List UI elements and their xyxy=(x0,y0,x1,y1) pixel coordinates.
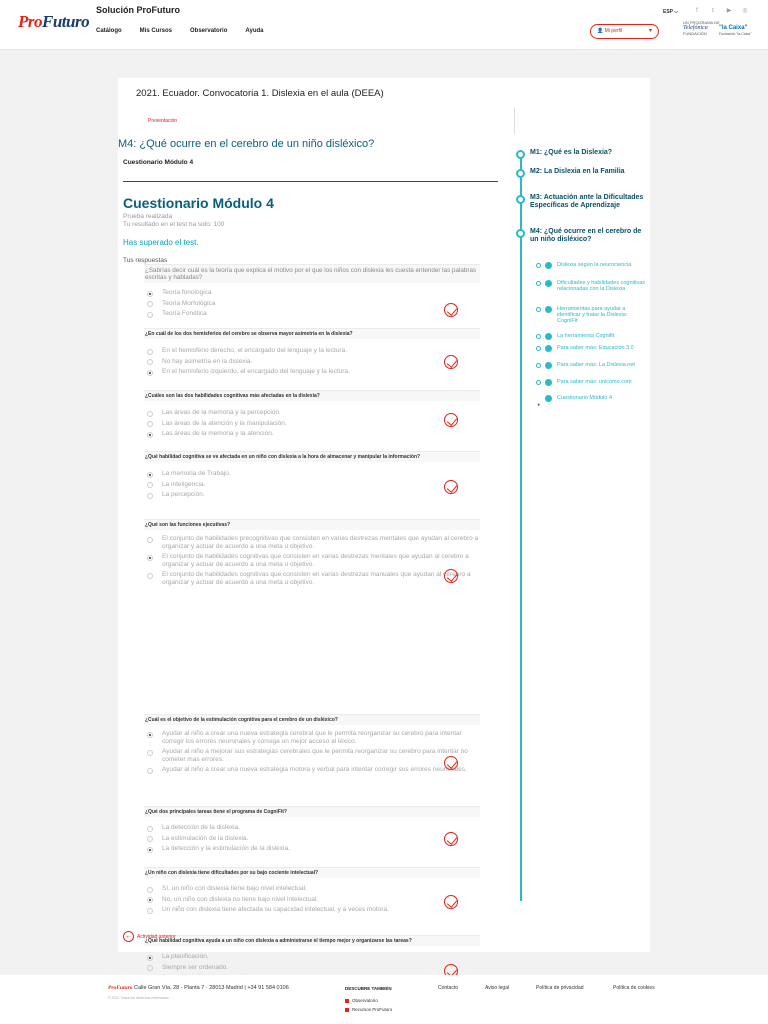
answer-option xyxy=(144,730,480,745)
question-text: ¿Cuál es el objetivo de la estimulación cognitiva para el cerebro de un disléxico? xyxy=(144,715,480,725)
site-header xyxy=(0,0,768,50)
sidebar-module-label: M3: Actuación ante la Dificultades Específicas de Aprendizaje xyxy=(530,194,644,209)
sidebar-subitem[interactable] xyxy=(536,333,646,339)
timeline-dot-icon xyxy=(516,229,525,238)
option-text: La percepción. xyxy=(162,491,205,498)
sidebar-subitem-label: Para saber más: unicomo.com xyxy=(557,379,632,385)
question-block xyxy=(144,451,480,499)
radio-button[interactable] xyxy=(147,411,153,417)
option-text: Un niño con dislexia tiene afectada su capacidad intelectual, y a veces motora. xyxy=(162,906,389,913)
sidebar-subitem[interactable] xyxy=(536,362,646,368)
radio-button[interactable] xyxy=(147,555,153,561)
radio-button[interactable] xyxy=(147,421,153,427)
sidebar-subitem-label: Dificultades y habilidades cognitivas relacionadas con la Dislexia xyxy=(557,280,646,292)
sidebar-subitem-label: Dislexia según la neurociencia xyxy=(557,262,632,268)
answer-option xyxy=(144,835,480,843)
sidebar-subitem[interactable] xyxy=(536,345,646,351)
instagram-icon[interactable]: ◎ xyxy=(742,8,748,14)
answer-option xyxy=(144,310,480,318)
radio-button[interactable] xyxy=(147,312,153,318)
completed-dot-icon xyxy=(545,333,552,340)
option-text: Teoría Fonética xyxy=(162,310,207,317)
module-title: M4: ¿Qué ocurre en el cerebro de un niño disléxico? xyxy=(118,138,375,150)
facebook-icon[interactable]: f xyxy=(696,8,698,14)
option-text: La planificación. xyxy=(162,953,209,960)
radio-button[interactable] xyxy=(147,472,153,478)
status-ring-icon xyxy=(536,380,541,385)
previous-activity-label: Actividad anterior xyxy=(137,933,176,940)
answer-option xyxy=(144,358,480,366)
quiz-result-meta xyxy=(123,213,224,228)
completed-dot-icon xyxy=(545,306,552,313)
course-index-sidebar xyxy=(516,145,646,935)
answer-option xyxy=(144,766,480,774)
partners-caption: UN PROGRAMA DE xyxy=(683,20,720,25)
status-ring-icon xyxy=(536,263,541,268)
footer-link-cookies[interactable]: Política de cookies xyxy=(613,985,655,991)
timeline-line xyxy=(520,153,522,901)
option-text: El conjunto de habilidades cognitivas que consisten en varias destrezas mentales que ayudan al cerebro a organizar y actuar de acuerdo a una meta u objetivo. xyxy=(162,553,469,568)
answer-option xyxy=(144,571,480,586)
answer-option xyxy=(144,481,480,489)
completed-dot-icon xyxy=(545,379,552,386)
correct-check-icon xyxy=(444,355,458,369)
telefonica-logo: Telefónica xyxy=(683,25,708,31)
correct-check-icon xyxy=(444,895,458,909)
footer-address xyxy=(108,985,289,991)
sidebar-module-label: M2: La Dislexia en la Familia xyxy=(530,168,625,175)
nav-observatorio[interactable]: Observatorio xyxy=(190,28,228,34)
correct-check-icon xyxy=(444,569,458,583)
question-text: ¿Qué son las funciones ejecutivas? xyxy=(144,520,480,530)
footer-link-observatorio[interactable]: Observatorio xyxy=(345,996,392,1005)
footer-discover-heading: DESCUBRE TAMBIÉN xyxy=(345,986,392,991)
answer-option xyxy=(144,845,480,853)
question-block xyxy=(144,390,480,438)
option-text: Sí, un niño con dislexia tiene bajo nivel intelectual. xyxy=(162,885,307,892)
radio-button[interactable] xyxy=(147,291,153,297)
divider xyxy=(514,108,515,134)
option-text: La estimulación de la dislexia. xyxy=(162,834,249,842)
completed-dot-icon xyxy=(545,362,552,369)
partners-logos xyxy=(683,20,752,36)
radio-button[interactable] xyxy=(147,897,153,903)
sidebar-module-label: M1: ¿Qué es la Dislexia? xyxy=(530,149,613,156)
profile-button[interactable] xyxy=(590,24,659,39)
answer-option xyxy=(144,347,480,355)
radio-button[interactable] xyxy=(147,573,153,579)
radio-button[interactable] xyxy=(147,370,153,376)
passed-message: Has superado el test. xyxy=(123,238,199,247)
question-block xyxy=(144,867,480,914)
answers-label: Tus respuestas xyxy=(123,257,168,264)
status-ring-icon xyxy=(536,307,541,312)
status-ring-icon xyxy=(536,281,541,286)
option-text: Teoría Morfológica xyxy=(162,299,216,307)
option-text: Teoría fonológica xyxy=(162,289,212,296)
sidebar-subitem-label: Para saber más: La Dislexia.net xyxy=(557,362,635,368)
radio-button[interactable] xyxy=(147,750,153,756)
divider xyxy=(123,181,498,182)
radio-button[interactable] xyxy=(147,826,153,832)
radio-button[interactable] xyxy=(147,955,153,961)
chevron-down-icon: ▾ xyxy=(648,28,652,34)
sidebar-module-m2[interactable] xyxy=(516,168,646,176)
option-text: La detección de la dislexia. xyxy=(162,824,241,831)
status-ring-icon xyxy=(536,346,541,351)
quiz-title: Cuestionario Módulo 4 xyxy=(123,195,274,211)
status-ring-icon xyxy=(536,334,541,339)
user-icon: 👤 xyxy=(597,28,604,34)
course-card xyxy=(118,78,650,971)
answer-option xyxy=(144,824,480,832)
option-text: No, un niño con dislexia no tiene bajo nivel intelectual. xyxy=(162,895,319,903)
breadcrumb-presentacion[interactable]: Presentación xyxy=(148,118,178,124)
option-text: Las áreas de la memoria y la percepción. xyxy=(162,409,281,416)
question-text: ¿Sabrías decir cuál es la teoría que explica el motivo por el que los niños con dislexia les cuesta entender las palabras escritas y habladas? xyxy=(144,265,480,283)
option-text: No hay asimetría en la dislexia. xyxy=(162,357,253,365)
sidebar-module-m3[interactable] xyxy=(516,194,646,210)
social-links xyxy=(693,7,749,15)
sidebar-module-m1[interactable] xyxy=(516,149,646,157)
profile-label: Mi perfil xyxy=(604,28,623,34)
option-text: El conjunto de habilidades cognitivas que consisten en varias destrezas manuales que ayudan al cerebro a organizar y actuar de acuerdo a una meta u objetivo. xyxy=(162,571,471,586)
main-nav xyxy=(96,28,264,34)
radio-button[interactable] xyxy=(147,349,153,355)
radio-button[interactable] xyxy=(147,908,153,914)
quiz-done: Prueba realizada xyxy=(123,213,173,220)
answer-option xyxy=(144,300,480,308)
answer-option xyxy=(144,553,480,568)
question-text: ¿Qué habilidad cognitiva se ve afectada en un niño con dislexia a la hora de almacenar y manipular la información? xyxy=(144,452,480,462)
option-text: En el hemisferio derecho, el encargado del lenguaje y la lectura. xyxy=(162,347,348,354)
question-block xyxy=(144,806,480,853)
radio-button[interactable] xyxy=(147,493,153,499)
footer-brand: ProFuturo xyxy=(108,985,133,991)
answer-option xyxy=(144,748,480,763)
sidebar-module-label: M4: ¿Qué ocurre en el cerebro de un niño disléxico? xyxy=(530,228,642,243)
current-marker-icon: · xyxy=(536,396,542,413)
radio-button[interactable] xyxy=(147,732,153,738)
correct-check-icon xyxy=(444,413,458,427)
option-text: La memoria de Trabajo. xyxy=(162,470,231,477)
timeline-dot-icon xyxy=(516,195,525,204)
footer-link-privacidad[interactable]: Política de privacidad xyxy=(536,985,584,991)
question-block xyxy=(144,328,480,376)
answer-option xyxy=(144,491,480,499)
answer-option xyxy=(144,964,480,972)
quiz-subtitle: Cuestionario Módulo 4 xyxy=(123,159,194,166)
nav-ayuda[interactable]: Ayuda xyxy=(245,28,264,34)
sidebar-subitem[interactable] xyxy=(536,379,646,385)
question-text: ¿Cuáles son las dos habilidades cognitivas más afectadas en la dislexia? xyxy=(144,391,480,401)
radio-button[interactable] xyxy=(147,301,153,307)
answer-option xyxy=(144,896,480,904)
completed-dot-icon xyxy=(545,280,552,287)
option-text: En el hemisferio izquierdo, el encargado del lenguaje y la lectura. xyxy=(162,368,350,375)
radio-button[interactable] xyxy=(147,847,153,853)
sidebar-subitem-label: Herramientas para ayudar a identificar y tratar la Dislexia: CogniFit xyxy=(557,306,628,324)
site-footer xyxy=(0,975,768,1024)
option-text: Ayudar al niño a crear una nueva estrategia cerebral que le permita reorganizar su cerebro para intentar corregir los errores neuronales y consiga un mejor acceso al léxico. xyxy=(162,730,462,745)
footer-discover-list xyxy=(345,996,392,1014)
logo-part-futuro: Futuro xyxy=(42,12,90,31)
profuturo-logo[interactable] xyxy=(18,12,89,32)
previous-activity-link[interactable] xyxy=(123,931,176,942)
question-block xyxy=(144,519,480,586)
answer-option xyxy=(144,885,480,893)
answer-option xyxy=(144,289,480,297)
sidebar-subitem-label: Para saber más: Educación 3.0 xyxy=(557,345,634,351)
sidebar-subitem-label: La herramienta Cognifit xyxy=(557,333,615,339)
correct-check-icon xyxy=(444,832,458,846)
option-text: Las áreas de la atención y la manipulación. xyxy=(162,419,287,427)
status-ring-icon xyxy=(536,363,541,368)
sidebar-subitem[interactable] xyxy=(536,262,646,268)
correct-check-icon xyxy=(444,480,458,494)
timeline-dot-icon xyxy=(516,169,525,178)
sidebar-subitem-label: Cuestionario Módulo 4 xyxy=(557,395,613,401)
option-text: Ayudar al niño a mejorar sus estrategias cerebrales que le permita reorganizar su cerebro para intentar no cometer mas errores. xyxy=(162,748,468,763)
telefonica-fundacion: FUNDACIÓN xyxy=(683,31,707,36)
timeline-dot-icon xyxy=(516,150,525,159)
youtube-icon[interactable]: ▶ xyxy=(726,8,732,14)
radio-button[interactable] xyxy=(147,432,153,438)
option-text: El conjunto de habilidades precognitivas que consisten en varias destrezas mentales que ayudan al cerebro a organizar y actuar de acuerdo a una meta u objetivo. xyxy=(162,535,479,550)
footer-links xyxy=(438,985,655,991)
answer-option xyxy=(144,420,480,428)
radio-button[interactable] xyxy=(147,482,153,488)
radio-button[interactable] xyxy=(147,836,153,842)
sidebar-subitem[interactable] xyxy=(536,280,646,292)
answer-option xyxy=(144,535,480,550)
option-text: Las áreas de la memoria y la atención. xyxy=(162,430,274,437)
sidebar-module-m4[interactable] xyxy=(516,228,646,244)
completed-dot-icon xyxy=(545,395,552,402)
footer-address-text: Calle Gran Vía, 28 · Planta 7 · 28013 Madrid | +34 91 584 0106 xyxy=(132,985,289,991)
answer-option xyxy=(144,906,480,914)
question-block xyxy=(144,264,480,318)
question-text: ¿Qué dos principales tareas tiene el programa de CogniFit? xyxy=(144,807,480,817)
completed-dot-icon xyxy=(545,262,552,269)
lacaixa-logo xyxy=(719,25,759,37)
site-title: Solución ProFuturo xyxy=(96,5,180,15)
course-title: 2021. Ecuador. Convocatoria 1. Dislexia en el aula (DEEA) xyxy=(136,88,384,99)
lacaixa-name: "la Caixa" xyxy=(719,25,748,31)
sidebar-subitem-current[interactable] xyxy=(536,395,646,413)
answer-option xyxy=(144,470,480,478)
completed-dot-icon xyxy=(545,345,552,352)
footer-link-recursos[interactable]: Recursos ProFuturo xyxy=(345,1005,392,1014)
footer-link-contacto[interactable]: Contacto xyxy=(438,985,459,991)
radio-button[interactable] xyxy=(147,887,153,893)
lacaixa-fundacion: Fundación "la Caixa" xyxy=(719,32,752,36)
footer-copyright: © 2021 Todos los derechos reservados xyxy=(108,996,169,1000)
question-text: ¿En cuál de los dos hemisferios del cerebro se observa mayor asimetría en la dislexia? xyxy=(144,329,480,339)
footer-link-aviso-legal[interactable]: Aviso legal xyxy=(485,985,510,991)
sidebar-subitem[interactable] xyxy=(536,306,646,324)
radio-button[interactable] xyxy=(147,965,153,971)
language-selector[interactable]: ESP ⌵ xyxy=(663,9,679,15)
answer-option xyxy=(144,430,480,438)
arrow-left-icon: ← xyxy=(125,933,132,940)
logo-part-pro: Pro xyxy=(18,12,42,31)
correct-check-icon xyxy=(444,303,458,317)
option-text: Siempre ser ordenado. xyxy=(162,963,229,971)
quiz-score: Tu resultado en el test ha sido: 100 xyxy=(123,220,225,228)
radio-button[interactable] xyxy=(147,768,153,774)
nav-mis-cursos[interactable]: Mis Cursos xyxy=(139,28,173,34)
twitter-icon[interactable]: t xyxy=(712,8,714,14)
question-text: ¿Un niño con dislexia tiene dificultades por su bajo cociente intelectual? xyxy=(144,868,480,878)
radio-button[interactable] xyxy=(147,359,153,365)
answer-option xyxy=(144,368,480,376)
option-text: La inteligencia. xyxy=(162,480,206,488)
answer-option xyxy=(144,409,480,417)
option-text: Ayudar al niño a crear una nueva estrategia motora y verbal para intentar corregir sus errores neuronales. xyxy=(162,766,467,773)
question-text: ¿Qué habilidad cognitiva ayuda a un niño con dislexia a administrarse el tiempo mejor y organizarse las tareas? xyxy=(144,936,480,946)
option-text: La detección y la estimulación de la dislexia. xyxy=(162,845,290,852)
radio-button[interactable] xyxy=(147,537,153,543)
answer-option xyxy=(144,953,480,961)
correct-check-icon xyxy=(444,756,458,770)
question-block xyxy=(144,714,480,774)
nav-catalogo[interactable]: Catálogo xyxy=(96,28,122,34)
